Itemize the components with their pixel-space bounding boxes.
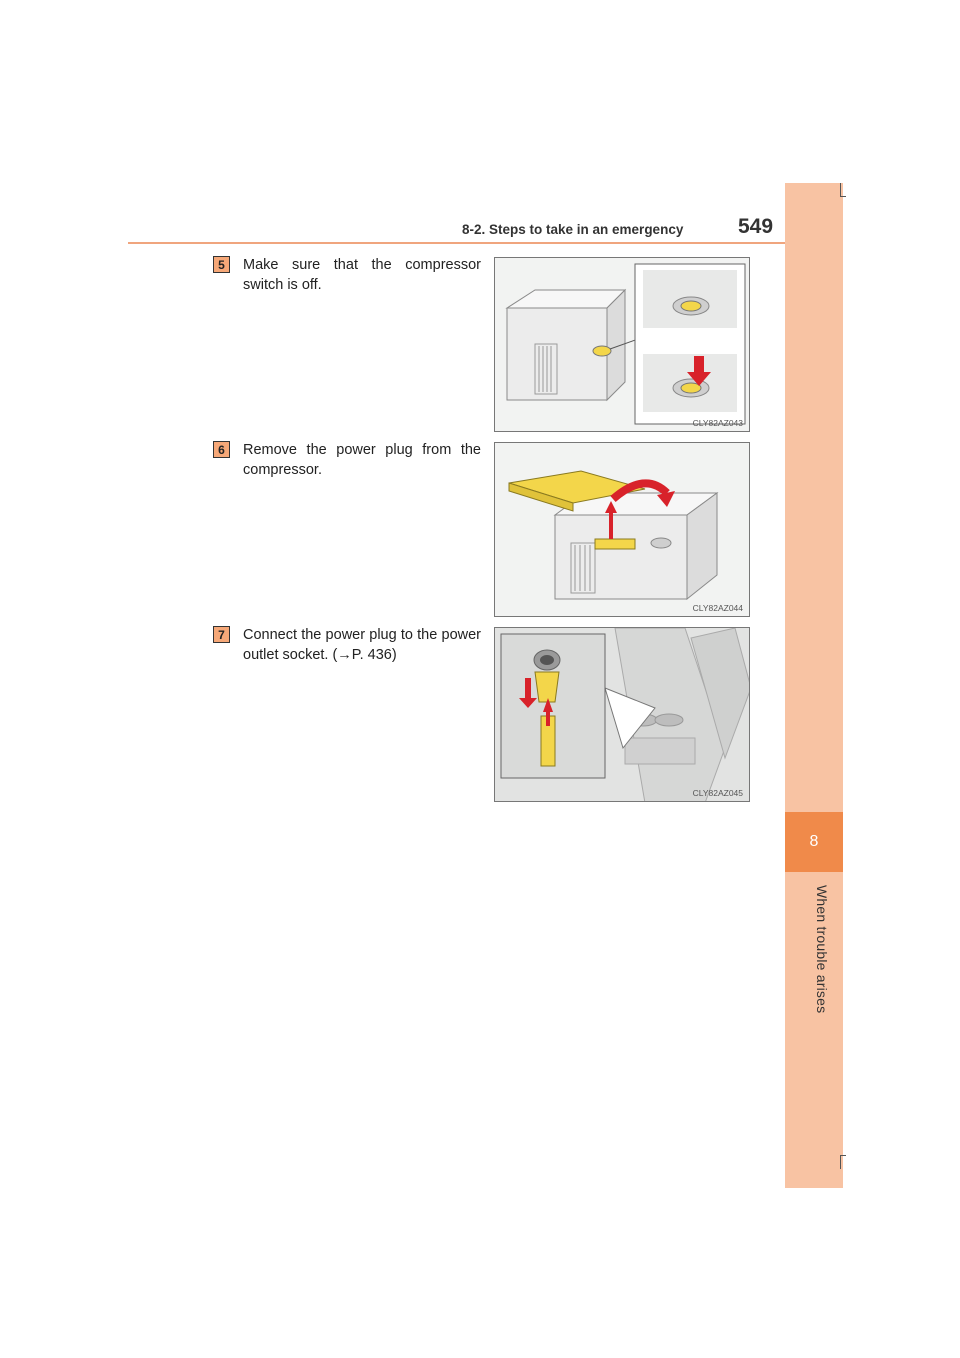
- step-instruction: Make sure that the compressor switch is off.: [243, 257, 481, 293]
- chapter-side-tab: [785, 183, 843, 1188]
- figure-compressor-switch: [494, 257, 750, 432]
- crop-mark-top: [840, 183, 841, 197]
- figure-connect-power-outlet: [494, 627, 750, 802]
- step-instruction: Connect the power plug to the power outlet socket. (→P. 436): [243, 627, 481, 663]
- step-instruction: Remove the power plug from the compressor.: [243, 442, 481, 478]
- power-outlet-illustration: [495, 628, 750, 802]
- crop-mark-top-h: [840, 196, 846, 197]
- header-rule: [128, 242, 843, 244]
- page-number: 549: [738, 215, 774, 238]
- step-number-badge: 6: [213, 441, 230, 458]
- figure-remove-power-plug: [494, 442, 750, 617]
- chapter-number: 8: [809, 833, 819, 850]
- figure-code: CLY82AZ044: [692, 603, 743, 613]
- crop-mark-bottom: [840, 1155, 841, 1169]
- chapter-title: When trouble arises: [814, 885, 830, 1014]
- step-number-badge: 5: [213, 256, 230, 273]
- crop-mark-bottom-h: [840, 1155, 846, 1156]
- figure-code: CLY82AZ045: [692, 788, 743, 798]
- compressor-switch-illustration: [495, 258, 750, 432]
- chapter-number-box: [785, 812, 843, 872]
- step-number-badge: 7: [213, 626, 230, 643]
- remove-plug-illustration: [495, 443, 750, 617]
- section-title: 8-2. Steps to take in an emergency: [462, 222, 684, 237]
- figure-code: CLY82AZ043: [692, 418, 743, 428]
